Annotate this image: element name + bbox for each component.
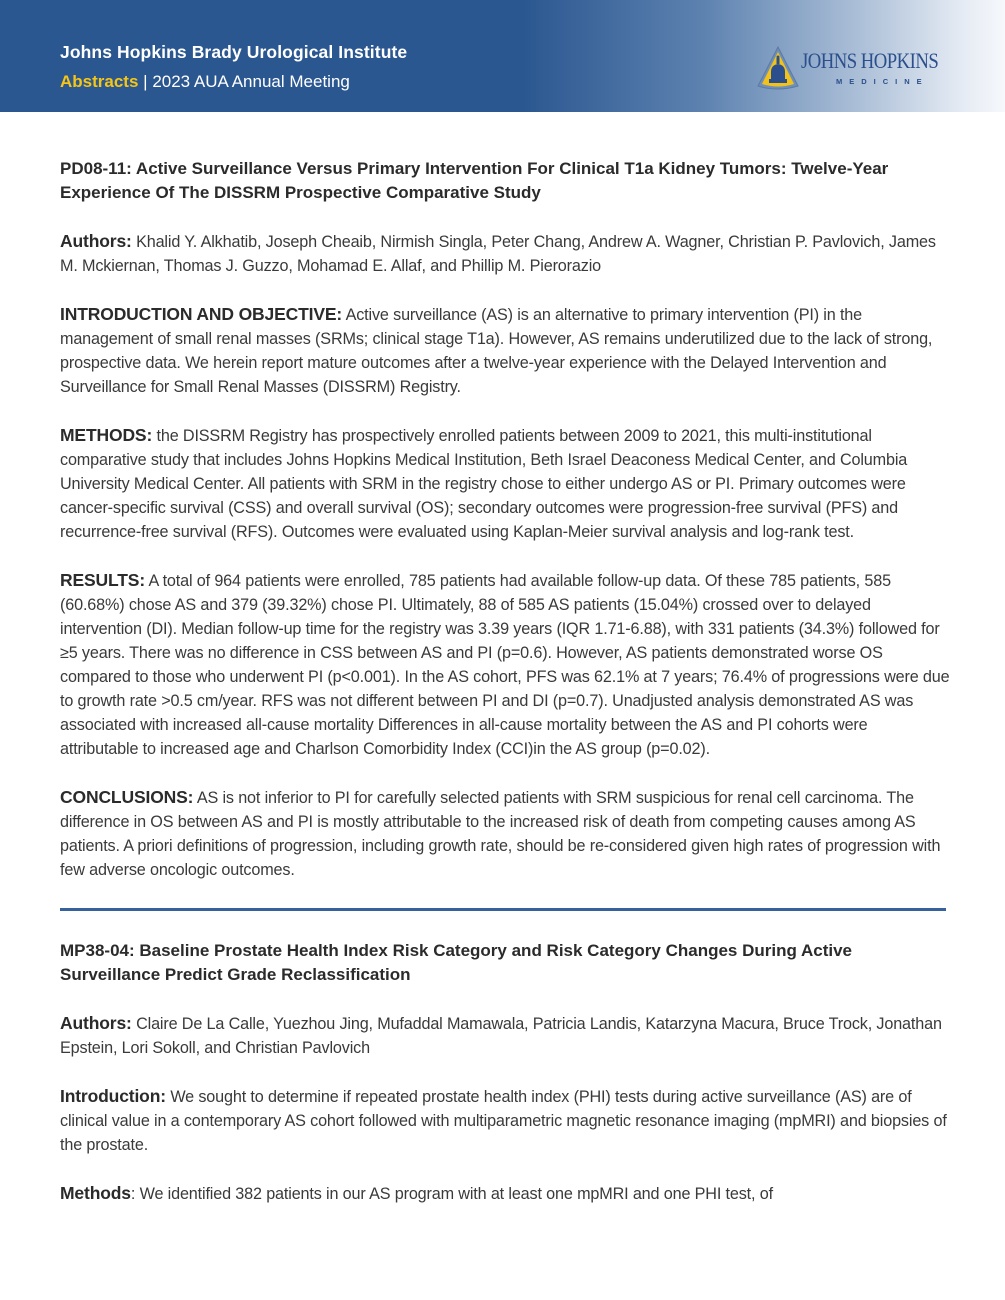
meeting-name: 2023 AUA Annual Meeting [152, 72, 350, 91]
abstract-title: PD08-11: Active Surveillance Versus Primary Intervention For Clinical T1a Kidney Tumors: Twelve-Year Experience Of The DISSRM Prospective Comparative Study [60, 159, 889, 202]
section-label: Methods [60, 1183, 131, 1203]
authors-paragraph [60, 1011, 950, 1060]
conclusions-paragraph [60, 785, 950, 882]
methods-paragraph [60, 423, 950, 544]
section-label: CONCLUSIONS: [60, 787, 194, 807]
section-text: the DISSRM Registry has prospectively enrolled patients between 2009 to 2021, this multi-institutional comparative study that includes Johns Hopkins Medical Institution, Beth Israel Deaconess Medical Center, and Columbia University Medical Center. All patients with SRM in the registry chose to either undergo AS or PI. Primary outcomes were cancer-specific survival (CSS) and overall survival (OS); secondary outcomes were progression-free survival (PFS) and recurrence-free survival (RFS). Outcomes were evaluated using Kaplan-Meier survival analysis and log-rank test. [60, 427, 908, 541]
introduction-paragraph [60, 302, 950, 399]
section-label: INTRODUCTION AND OBJECTIVE: [60, 304, 343, 324]
abstract-pd08-11 [60, 157, 950, 882]
dome-shield-icon [757, 46, 799, 90]
authors-list: Khalid Y. Alkhatib, Joseph Cheaib, Nirmish Singla, Peter Chang, Andrew A. Wagner, Christian P. Pavlovich, James M. Mckiernan, Thomas J. Guzzo, Mohamad E. Allaf, and Phillip M. Pierorazio [60, 233, 936, 275]
section-label: RESULTS: [60, 570, 146, 590]
section-label: Introduction: [60, 1086, 166, 1106]
section-text: We sought to determine if repeated prostate health index (PHI) tests during active surveillance (AS) are of clinical value in a contemporary AS cohort followed with multiparametric magnetic resonance imaging (mpMRI) and biopsies of the prostate. [60, 1088, 947, 1154]
abstract-title: MP38-04: Baseline Prostate Health Index Risk Category and Risk Category Changes During Active Surveillance Predict Grade Reclassification [60, 941, 852, 984]
section-text: We identified 382 patients in our AS program with at least one mpMRI and one PHI test, of [139, 1185, 773, 1203]
abstracts-content [60, 157, 950, 1206]
section-text: A total of 964 patients were enrolled, 785 patients had available follow-up data. Of these 785 patients, 585 (60.68%) chose AS and 379 (39.32%) chose PI. Ultimately, 88 of 585 AS patients (15.04%) crossed over to delayed intervention (DI). Median follow-up time for the registry was 3.39 years (IQR 1.71-6.88), with 331 patients (34.3%) followed for ≥5 years. There was no difference in CSS between AS and PI (p=0.6). However, AS patients demonstrated worse OS compared to those who underwent PI (p<0.001). In the AS cohort, PFS was 62.1% at 7 years; 76.4% of progressions were due to growth rate >0.5 cm/year. RFS was not different between PI and DI (p=0.7). Unadjusted analysis demonstrated AS was associated with increased all-cause mortality Differences in all-cause mortality between the AS and PI cohorts were attributable to increased age and Charlson Comorbidity Index (CCI)in the AS group (p=0.02). [60, 572, 950, 758]
header-separator: | [143, 72, 148, 91]
logo-subname: MEDICINE [836, 77, 929, 86]
institute-title: Johns Hopkins Brady Urological Institute [60, 42, 408, 62]
johns-hopkins-medicine-logo [757, 44, 952, 94]
header-subtitle [60, 72, 350, 92]
results-paragraph [60, 568, 950, 761]
section-text: AS is not inferior to PI for carefully selected patients with SRM suspicious for renal cell carcinoma. The difference in OS between AS and PI is mostly attributable to the increased risk of death from competing causes among AS patients. A priori definitions of progression, including growth rate, should be re-considered given high rates of progression with few adverse oncologic outcomes. [60, 789, 941, 879]
methods-paragraph [60, 1181, 950, 1206]
logo-name: JOHNS HOPKINS [801, 48, 939, 73]
abstract-mp38-04 [60, 939, 950, 1206]
section-text: Active surveillance (AS) is an alternative to primary intervention (PI) in the management of small renal masses (SRMs; clinical stage T1a). However, AS remains underutilized due to the lack of strong, prospective data. We herein report mature outcomes after a twelve-year experience with the Delayed Intervention and Surveillance for Small Renal Masses (DISSRM) Registry. [60, 306, 933, 396]
introduction-paragraph [60, 1084, 950, 1157]
authors-list: Claire De La Calle, Yuezhou Jing, Mufaddal Mamawala, Patricia Landis, Katarzyna Macura, Bruce Trock, Jonathan Epstein, Lori Sokoll, and Christian Pavlovich [60, 1015, 942, 1057]
page-header-banner [0, 0, 1005, 112]
abstracts-label: Abstracts [60, 72, 139, 91]
section-label: METHODS: [60, 425, 153, 445]
authors-label: Authors: [60, 231, 132, 251]
authors-label: Authors: [60, 1013, 132, 1033]
section-label-suffix: : [130, 1185, 136, 1203]
authors-paragraph [60, 229, 950, 278]
